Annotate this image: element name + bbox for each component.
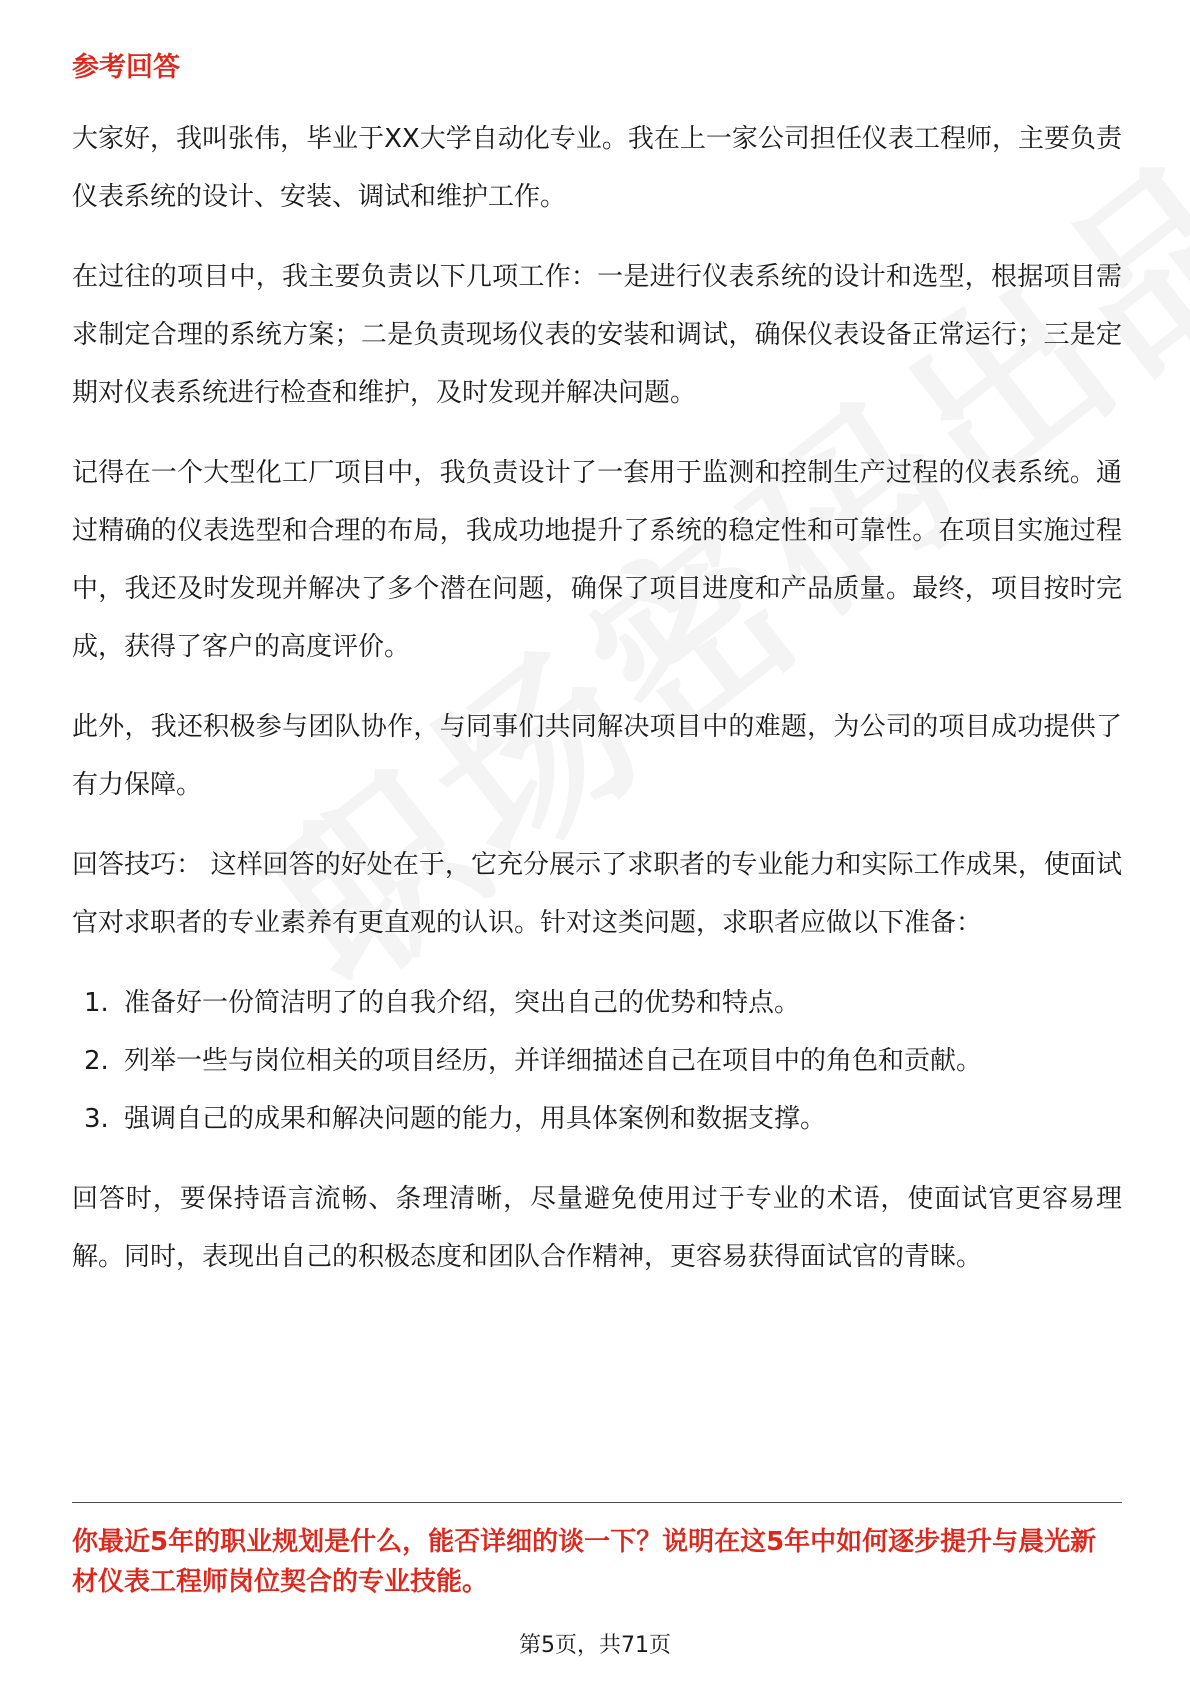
page-number: 第5页，共71页 <box>519 1633 671 1658</box>
list-item <box>72 974 1122 1032</box>
list-item-number: 1. <box>84 988 109 1018</box>
paragraph-intro: 大家好，我叫张伟，毕业于XX大学自动化专业。我在上一家公司担任仪表工程师，主要负责仪表系统的设计、安装、调试和维护工作。 <box>72 124 1122 212</box>
section-divider <box>72 1502 1122 1503</box>
paragraph-teamwork: 此外，我还积极参与团队协作，与同事们共同解决项目中的难题，为公司的项目成功提供了有力保障。 <box>72 712 1122 800</box>
next-question: 你最近5年的职业规划是什么，能否详细的谈一下？说明在这5年中如何逐步提升与晨光新材仪表工程师岗位契合的专业技能。 <box>72 1527 1097 1597</box>
list-item-text: 强调自己的成果和解决问题的能力，用具体案例和数据支撑。 <box>124 1104 827 1134</box>
paragraph-project-example: 记得在一个大型化工厂项目中，我负责设计了一套用于监测和控制生产过程的仪表系统。通过精确的仪表选型和合理的布局，我成功地提升了系统的稳定性和可靠性。在项目实施过程中，我还及时发现并解决了多个潜在问题，确保了项目进度和产品质量。最终，项目按时完成，获得了客户的高度评价。 <box>72 458 1122 662</box>
paragraph-responsibilities: 在过往的项目中，我主要负责以下几项工作：一是进行仪表系统的设计和选型，根据项目需求制定合理的系统方案；二是负责现场仪表的安装和调试，确保仪表设备正常运行；三是定期对仪表系统进行检查和维护，及时发现并解决问题。 <box>72 262 1122 408</box>
paragraph-tips-intro: 回答技巧： 这样回答的好处在于，它充分展示了求职者的专业能力和实际工作成果，使面试官对求职者的专业素养有更直观的认识。针对这类问题，求职者应做以下准备： <box>72 850 1122 938</box>
tips-list <box>72 974 1122 1148</box>
section-heading: 参考回答 <box>72 52 180 83</box>
list-item-number: 3. <box>84 1104 109 1134</box>
answer-section <box>72 48 1122 1308</box>
list-item-text: 准备好一份简洁明了的自我介绍，突出自己的优势和特点。 <box>124 988 801 1018</box>
list-item-text: 列举一些与岗位相关的项目经历，并详细描述自己在项目中的角色和贡献。 <box>124 1046 983 1076</box>
list-item-number: 2. <box>84 1046 109 1076</box>
list-item <box>72 1032 1122 1090</box>
paragraph-closing: 回答时，要保持语言流畅、条理清晰，尽量避免使用过于专业的术语，使面试官更容易理解。同时，表现出自己的积极态度和团队合作精神，更容易获得面试官的青睐。 <box>72 1184 1122 1272</box>
list-item <box>72 1090 1122 1148</box>
